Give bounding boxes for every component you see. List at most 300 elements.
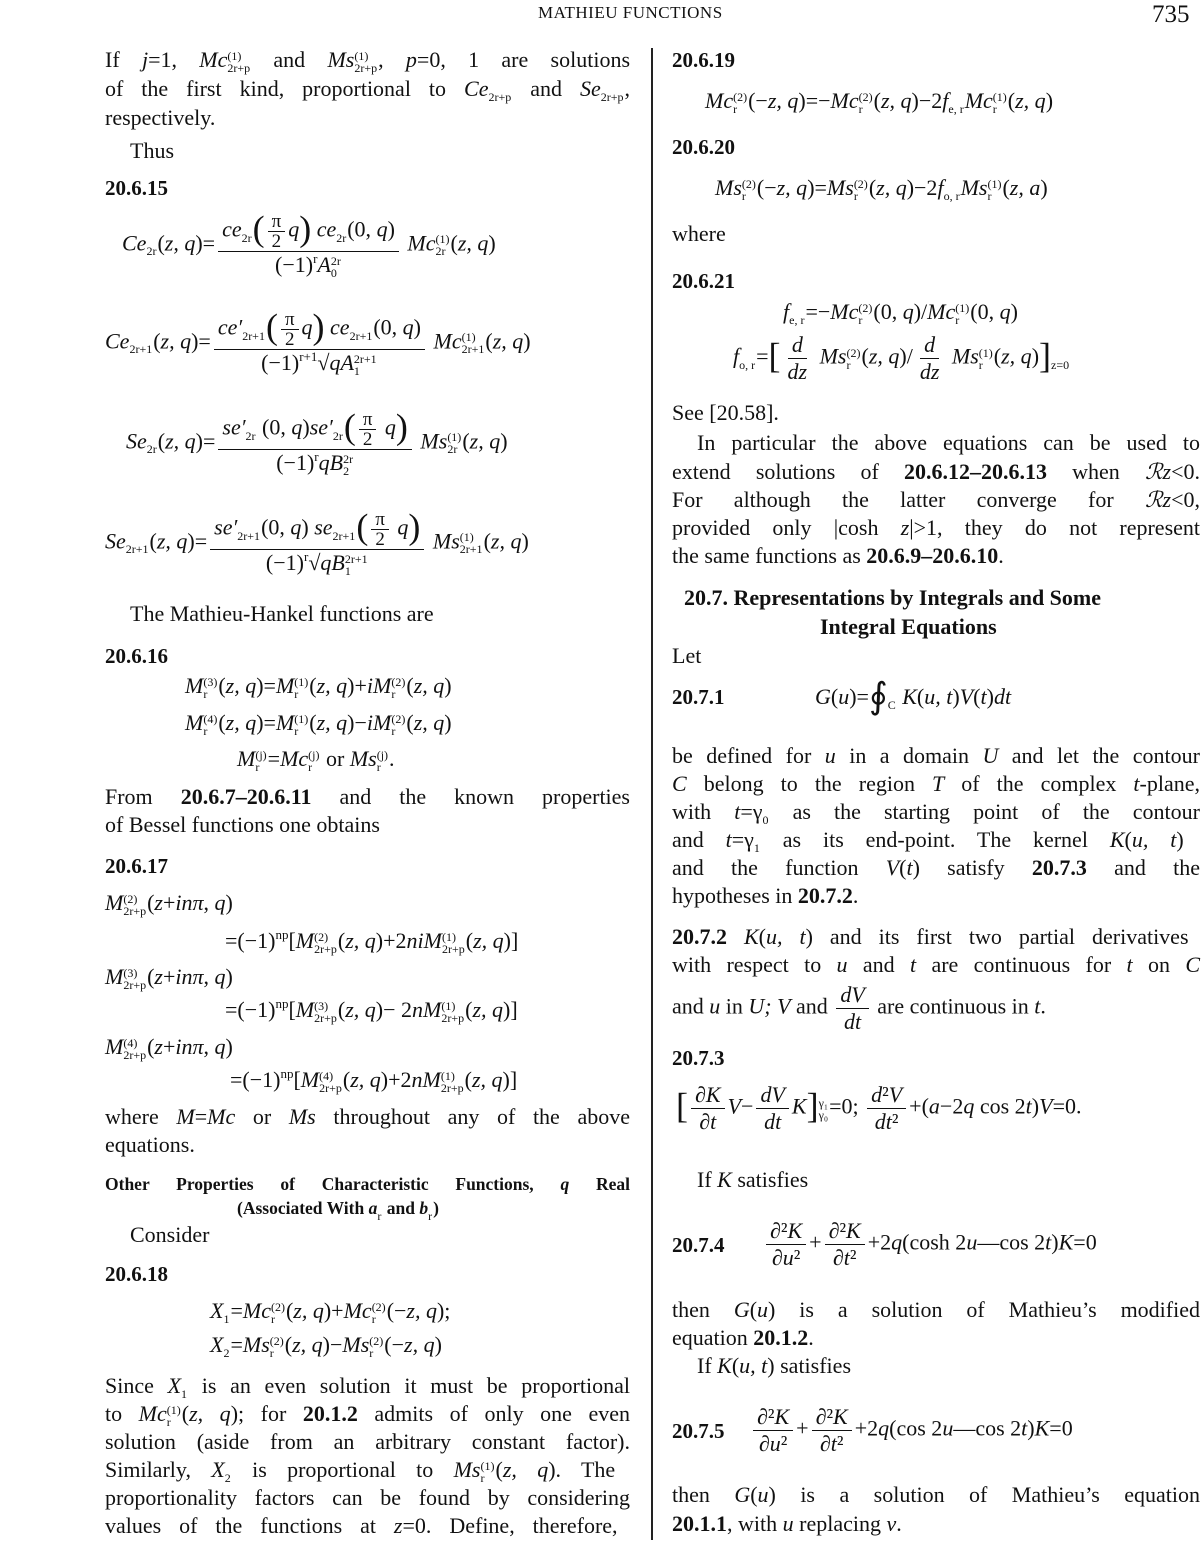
equation-number [672,46,735,74]
script [294,676,308,700]
script [123,967,146,991]
fraction-numerator [836,982,868,1009]
fraction-numerator [371,510,389,530]
text-run: )− [322,1332,343,1357]
text-run: )+2 [380,1067,412,1092]
superscript [336,220,346,232]
superscript: (1) [978,345,993,360]
text-run: ) [952,684,960,709]
math-text: M [237,746,256,771]
text-run: ( [1002,175,1010,200]
math-text: Ms [826,175,854,200]
math-text: M [275,673,295,698]
math-text: q [214,964,226,989]
math-text: z [154,1034,163,1059]
text-run: equation [672,1325,754,1350]
superscript: (2) [733,89,748,104]
subscript: 2r+p [600,89,624,104]
fraction-denominator [816,1431,848,1457]
fraction-denominator [268,232,286,251]
superscript: (2) [269,1333,284,1348]
math-text: z, q [160,328,192,354]
bold-text: ) [433,1198,439,1218]
fraction-denominator [755,1431,791,1457]
fraction [371,510,389,549]
math-text: q [320,550,332,575]
text-run: ) is a solution of Mathieu’s modified [768,1297,1200,1322]
superscript: (3) [203,674,218,689]
math-text: f [783,299,790,324]
equation-20-6-15-c [126,406,508,478]
math-text: Ms [327,47,355,72]
subscript: 2r+1 [332,528,356,543]
equation-20-6-15-a [122,208,496,280]
math-text: Ce [122,230,147,256]
math-text: z, q [413,673,445,698]
math-text: K [705,1082,721,1107]
math-text: q [402,314,414,340]
script [441,1070,464,1094]
subscript: 2r+p [441,1010,465,1025]
math-text: q [301,314,313,340]
math-text: U; V [748,993,791,1019]
subscript: r [371,1311,376,1326]
text-run: ( [309,673,317,698]
subscript: 1 [223,1311,230,1326]
math-text: Mc [830,299,859,324]
math-text: u [757,1482,769,1507]
text-run: π [375,509,385,530]
subscript: r [203,723,208,738]
math-text: Ms [420,428,448,454]
equation-line [225,996,518,1024]
text-run: are continuous in [871,993,1035,1019]
bold-text: 20.6.17 [105,854,168,878]
math-text: u, t [924,684,953,709]
subscript: 2r+p [319,1080,342,1095]
math-text: z, q [471,1067,503,1092]
text-run: ∂² [828,1218,847,1243]
math-text: z, q [164,230,196,256]
script [447,431,461,455]
script [442,931,465,955]
math-text: t [1126,952,1133,977]
math-text: np [280,1066,294,1081]
equation-line [105,1033,233,1061]
text-run: ( [147,890,155,915]
subscript: 2r+p [123,1047,147,1062]
text-run: . [808,1325,814,1350]
fraction-numerator [867,1082,906,1109]
math-text: z, q [345,928,376,953]
script [314,931,337,955]
subscript: 2r+1 [242,328,265,343]
text-run: belong to the region [686,771,932,796]
subscript: e, r [948,101,964,116]
text-run: ( [406,673,414,698]
paragraph-line [130,600,434,628]
text-run: ) [500,428,508,454]
fraction-denominator [768,1245,804,1271]
math-text: M [275,710,295,735]
script [847,347,861,371]
subscript: r [733,101,738,116]
equation-number [672,683,725,711]
fraction [784,332,812,385]
fraction [268,212,286,251]
math-text: Mc [705,88,734,113]
math-text: u [836,952,848,977]
text-run: (−1) [265,550,304,575]
text-run: The Mathieu-Hankel functions are [130,601,434,626]
fraction [691,1082,725,1135]
subscript: 2r+1 [125,542,149,557]
math-text: z, q [404,1332,435,1357]
math-text: d [871,1082,883,1107]
math-text: z, q [350,1067,381,1092]
script [854,178,868,202]
text-run: ) [301,514,315,540]
text-run: values of the functions at [105,1513,394,1538]
equation-number [105,174,168,202]
text-run: ( [450,230,458,256]
text-run: satisfies [731,1167,809,1192]
subscript: 2r+1 [237,528,261,543]
text-run: ) satisfy [912,855,1032,880]
math-text: t [725,827,732,852]
text-run: π [362,409,373,430]
equation-line [237,745,395,773]
math-text: Mc [242,1298,271,1323]
math-text: z, q [492,328,524,354]
text-run: (0, [970,299,1000,324]
text-run: )= [256,673,276,698]
math-text: z, q [406,1298,437,1323]
superscript: (1) [441,998,456,1013]
paragraph-line [672,798,1200,826]
math-text: q [290,514,302,540]
text-run: ( [464,1067,472,1092]
math-text: z, q [880,88,912,113]
math-text: q [902,299,914,324]
equation-line [185,709,452,737]
fraction-numerator [214,306,425,350]
superscript: (j) [308,747,320,762]
subscript: 2r+1 [349,328,373,343]
equation-number [672,1044,725,1072]
math-text: u [769,1431,781,1456]
superscript [246,418,256,430]
math-text: K [791,1093,807,1119]
text-run: If [105,47,142,72]
subscript: r [294,686,299,701]
text-run: ) [1176,827,1184,852]
text-run: ) is a solution of Mathieu’s equation [768,1482,1200,1507]
subscript: r [858,312,863,327]
text-run: ( [483,528,491,554]
superscript: (1) [166,1402,181,1417]
math-text: Mc [964,88,993,113]
bold-text: 20.7.2 [797,883,853,908]
math-text: u [709,993,721,1019]
fraction-numerator [218,406,412,450]
math-text: z [393,1513,403,1538]
superscript [739,347,755,359]
text-run: on [1132,952,1186,977]
text-run: ) [488,230,496,256]
script [369,1335,383,1359]
bold-text: 20.7.3 [672,1046,725,1070]
text-run: ) [986,684,994,709]
math-text: z, q [292,1332,323,1357]
equation-line [230,1066,517,1094]
fraction-denominator [272,450,358,477]
text-run: ( [465,997,473,1022]
math-text: t [1021,1415,1028,1441]
text-run: (−1) [275,252,314,277]
math-text: Mc [280,746,309,771]
text-run: )/ [913,299,928,324]
subscript: 2r+p [123,903,147,918]
text-run: ∂² [770,1218,788,1243]
script [441,1000,464,1024]
math-text: se′ [222,414,246,440]
text-run: 2 [375,529,385,550]
paragraph-line [672,220,726,248]
subscript: 2r+p [488,89,512,104]
text-run: . [1040,993,1046,1019]
script [1051,347,1069,371]
math-text: Ms [453,1457,481,1482]
math-text: dz [919,359,940,384]
math-text: t [1025,1093,1032,1119]
math-text: nM [412,997,442,1022]
text-run: (− [756,175,777,200]
math-text: u [757,1297,769,1322]
text-run: )− [347,710,367,735]
superscript: 2r+1 [353,351,377,366]
math-text: T [932,771,945,796]
subscript: 2r [245,428,256,443]
subscript: 2r [447,442,458,457]
script [462,331,485,355]
math-text: Mc [199,47,228,72]
math-text: q [329,350,341,375]
superscript: (1) [461,330,476,345]
math-text: z [154,964,163,989]
text-run: ); for [230,1401,303,1426]
equation-number [672,133,735,161]
subscript: 1 [753,840,760,855]
large-delimiter: ) [408,506,421,547]
math-text: z, q [156,528,188,554]
text-run: as its end-point. The kernel [760,827,1110,852]
fraction-denominator [271,252,346,279]
text-run: If [697,1167,718,1192]
script [242,220,252,244]
superscript: (1) [354,48,369,63]
math-text: M [300,1067,320,1092]
fraction [812,1404,852,1457]
text-run: Let [672,643,702,668]
fraction-numerator [788,332,807,359]
equation-20-6-15-d [105,506,529,578]
math-text: Se [579,76,601,101]
text-run: +2 [854,1415,879,1441]
text-run: ( [899,855,907,880]
paragraph-line [105,1372,630,1400]
equation-20-7-3 [676,1082,1081,1135]
math-text: Ms [960,175,988,200]
text-run: ( [218,673,226,698]
equation-20-7-1 [815,676,1012,716]
math-text: np [275,927,289,942]
text-run: . [998,543,1004,568]
subscript: r [978,357,983,372]
fraction [210,506,424,578]
math-text: t [710,1109,717,1134]
text-run: )+ [347,673,367,698]
math-text: M [176,1104,195,1129]
text-run: ( [309,710,317,735]
script [819,1097,829,1121]
equation-20-6-15-b [105,306,531,378]
math-text: A [317,252,331,277]
script [146,233,156,257]
text-run: ( [861,343,869,369]
math-text: q [291,414,303,440]
text-run: )=− [798,88,831,113]
math-text: q [376,216,388,242]
text-run: =γ [731,827,754,852]
text-run: =0. Define, therefore, [402,1513,618,1538]
equation-20-7-4 [763,1218,1097,1271]
math-text: dt [993,684,1012,709]
math-text: nM [411,1067,441,1092]
subscript: 1 [344,563,351,578]
math-text: V [727,1093,742,1119]
subscript: 2r+p [314,1010,337,1025]
paragraph-line [105,783,630,811]
bold-text: 20.1.2 [753,1325,809,1350]
script [167,1404,181,1428]
math-text: G [815,684,831,709]
text-run: or [320,746,350,771]
math-text: a [368,1198,378,1218]
superscript: (2) [858,89,873,104]
text-run [727,924,744,949]
text-run: =1, [148,47,200,72]
math-text: dV [840,982,865,1007]
text-run: )= [256,710,276,735]
subscript: 2 [343,463,350,478]
text-run: ( [462,428,470,454]
text-run: —cos 2 [953,1415,1022,1441]
paragraph-line [105,104,215,132]
text-run: ) [444,710,452,735]
subscript: C [887,697,896,712]
subscript: 0 [330,265,337,280]
text-run: solution (aside from an arbitrary constant factor). [105,1429,630,1454]
script [294,713,308,737]
script [350,318,373,342]
text-run: and [672,827,726,852]
math-text: ℛz [1144,459,1172,484]
math-text: M [105,964,124,989]
superscript: (4) [123,1035,138,1050]
text-run: 2 [285,329,295,350]
math-text: q [288,216,300,242]
text-run: ( [758,924,766,949]
paragraph-line [672,1510,902,1538]
text-run: )−2 [906,175,938,200]
text-run: ∂² [757,1404,775,1429]
superscript: γ₁ [818,1095,829,1110]
subscript: 2r+p [441,941,465,956]
text-run: (0, [261,514,291,540]
text-run: cos 2 [974,1093,1026,1119]
text-run: of the first kind, proportional to [105,76,465,101]
large-delimiter: ] [1039,335,1052,376]
text-run: ) [1051,1229,1059,1255]
text-run: and the function [672,855,886,880]
paragraph-line [105,1456,630,1484]
equation-line [105,889,233,917]
text-run: ) [1040,175,1048,200]
subscript: r [992,101,997,116]
text-run: . [852,883,859,908]
math-text: t [980,684,987,709]
equation-number [105,1260,168,1288]
script [354,353,377,377]
math-text: z, q [345,997,376,1022]
large-delimiter: ( [265,306,278,347]
math-text: se′ [214,514,238,540]
text-run: − [741,1093,754,1119]
text-run: ∂² [815,1404,834,1429]
script [333,418,343,442]
superscript [1051,347,1069,359]
equation-line [210,1297,450,1325]
script [147,431,157,455]
text-run: π [271,211,282,232]
superscript: (2) [123,891,138,906]
script [336,220,346,244]
math-text: Ce [464,76,489,101]
subscript: 2 [223,1345,230,1360]
math-text: b [419,1198,429,1218]
fraction-denominator [257,350,382,377]
paragraph-line [697,1166,808,1194]
script [354,50,377,74]
math-text: X [210,1298,224,1323]
math-text: u, t [1131,827,1177,852]
script [246,418,256,442]
text-run: ∂ [695,1082,706,1107]
math-text: z, q [316,673,348,698]
bold-text: 20.6.15 [105,176,168,200]
subscript: e, r [789,312,805,327]
superscript [350,318,373,330]
subscript: 1 [353,363,360,378]
equation-20-7-5 [750,1404,1073,1457]
math-text: r [303,549,309,564]
fraction [867,1082,906,1135]
text-run: when [1046,459,1145,484]
math-text: V [959,684,974,709]
math-text: d [791,332,803,357]
math-text: dt [843,1009,862,1034]
